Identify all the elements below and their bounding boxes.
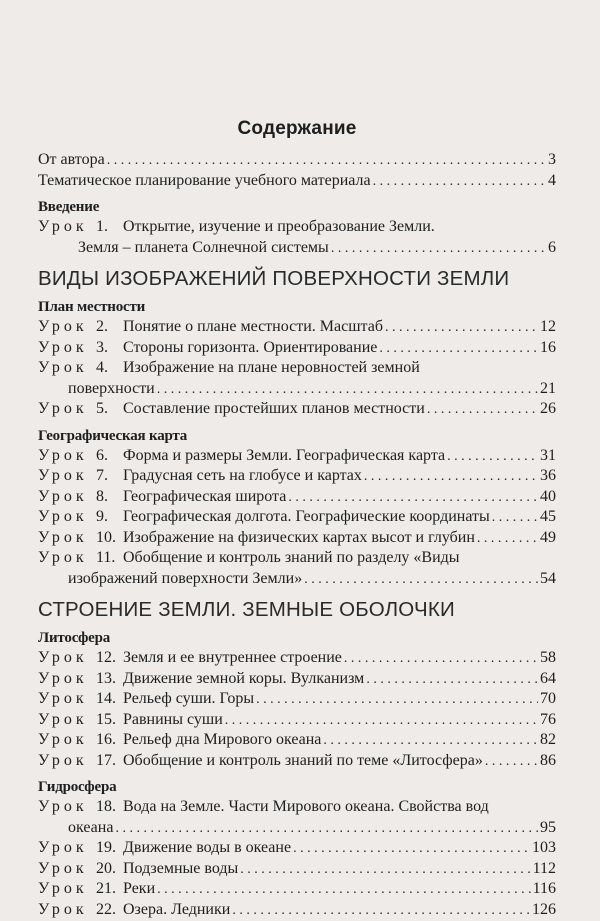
lesson-entry <box>38 730 556 751</box>
lesson-label: Урок <box>38 669 96 690</box>
lesson-label: Урок <box>38 548 96 569</box>
lesson-number: 21. <box>96 879 123 900</box>
entry-text: изображений поверхности Земли» <box>68 569 302 590</box>
entry-text: Движение земной коры. Вулканизм <box>123 669 364 690</box>
dot-leader <box>256 690 538 711</box>
entry-text: Составление простейших планов местности <box>123 399 425 420</box>
dot-leader <box>477 529 538 550</box>
dot-leader <box>344 649 538 670</box>
lesson-entry <box>38 797 556 838</box>
lesson-entry <box>38 358 556 399</box>
lesson-number: 16. <box>96 730 123 751</box>
toc-entry <box>38 900 556 921</box>
entry-text: Реки <box>123 879 155 900</box>
lesson-number: 5. <box>96 399 123 420</box>
dot-leader <box>293 839 530 860</box>
lesson-label: Урок <box>38 797 96 818</box>
lesson-entry <box>38 710 556 731</box>
page-number: 40 <box>540 487 556 508</box>
entry-text: Тематическое планирование учебного материала <box>38 171 371 192</box>
lesson-label: Урок <box>38 358 96 379</box>
page-number: 76 <box>540 710 556 731</box>
lesson-entry <box>38 528 556 549</box>
dot-leader <box>373 172 546 193</box>
lesson-entry <box>38 217 556 258</box>
lesson-number: 19. <box>96 838 123 859</box>
lesson-entry <box>38 669 556 690</box>
lesson-number: 14. <box>96 689 123 710</box>
entry-text: Рельеф дна Мирового океана <box>123 730 321 751</box>
toc-entry <box>38 379 556 400</box>
lesson-number: 7. <box>96 466 123 487</box>
subsection-heading: План местности <box>38 298 556 317</box>
toc-entry <box>38 689 556 710</box>
lesson-label: Урок <box>38 466 96 487</box>
toc-entry <box>38 466 556 487</box>
dot-leader <box>107 151 546 172</box>
lesson-label: Урок <box>38 338 96 359</box>
entry-text: Рельеф суши. Горы <box>123 689 254 710</box>
lesson-entry <box>38 859 556 880</box>
dot-leader <box>288 488 538 509</box>
lesson-entry <box>38 838 556 859</box>
lesson-entry <box>38 507 556 528</box>
part-heading: СТРОЕНИЕ ЗЕМЛИ. ЗЕМНЫЕ ОБОЛОЧКИ <box>38 598 556 622</box>
dot-leader <box>115 819 538 840</box>
page-number: 3 <box>548 150 556 171</box>
dot-leader <box>364 467 538 488</box>
page-number: 49 <box>540 528 556 549</box>
lesson-number: 4. <box>96 358 123 379</box>
page-number: 64 <box>540 669 556 690</box>
dot-leader <box>492 508 538 529</box>
toc-entry <box>38 751 556 772</box>
entry-text: Изображение на физических картах высот и глубин <box>123 528 475 549</box>
page-number: 31 <box>540 446 556 467</box>
toc-entry <box>38 569 556 590</box>
table-of-contents <box>38 118 556 920</box>
entry-text: океана <box>68 818 113 839</box>
lesson-label: Урок <box>38 900 96 921</box>
lesson-entry <box>38 446 556 467</box>
entry-text: Понятие о плане местности. Масштаб <box>123 317 383 338</box>
page-number: 70 <box>540 689 556 710</box>
lesson-number: 2. <box>96 317 123 338</box>
lesson-label: Урок <box>38 507 96 528</box>
page-number: 21 <box>540 379 556 400</box>
toc-entry <box>38 238 556 259</box>
toc-entry <box>38 446 556 467</box>
lesson-number: 17. <box>96 751 123 772</box>
subsection-heading: Географическая карта <box>38 427 556 446</box>
lesson-label: Урок <box>38 730 96 751</box>
toc-entry <box>38 528 556 549</box>
lesson-label: Урок <box>38 528 96 549</box>
lesson-entry <box>38 338 556 359</box>
page-number: 26 <box>540 399 556 420</box>
entry-text: Географическая долгота. Географические координаты <box>123 507 490 528</box>
toc-entry <box>38 150 556 171</box>
lesson-label: Урок <box>38 317 96 338</box>
lesson-number: 20. <box>96 859 123 880</box>
lesson-label: Урок <box>38 751 96 772</box>
lesson-entry <box>38 900 556 921</box>
part-heading: ВИДЫ ИЗОБРАЖЕНИЙ ПОВЕРХНОСТИ ЗЕМЛИ <box>38 267 556 291</box>
dot-leader <box>385 318 538 339</box>
lesson-first-line <box>38 797 556 818</box>
dot-leader <box>225 711 538 732</box>
lesson-label: Урок <box>38 710 96 731</box>
page-number: 112 <box>533 859 556 880</box>
lesson-number: 9. <box>96 507 123 528</box>
entry-text: Движение воды в океане <box>123 838 291 859</box>
toc-entry <box>38 507 556 528</box>
page-title: Содержание <box>38 118 556 142</box>
lesson-entry <box>38 689 556 710</box>
toc-entry <box>38 818 556 839</box>
lesson-number: 12. <box>96 648 123 669</box>
lesson-number: 3. <box>96 338 123 359</box>
dot-leader <box>240 860 530 881</box>
dot-leader <box>323 731 538 752</box>
lesson-entry <box>38 751 556 772</box>
toc-entry <box>38 879 556 900</box>
entry-text: Равнины суши <box>123 710 223 731</box>
page-number: 58 <box>540 648 556 669</box>
toc-entry <box>38 317 556 338</box>
entry-text: Подземные воды <box>123 859 238 880</box>
dot-leader <box>379 339 538 360</box>
lesson-entry <box>38 487 556 508</box>
lesson-number: 18. <box>96 797 123 818</box>
entry-text: Градусная сеть на глобусе и картах <box>123 466 362 487</box>
toc-entry <box>38 669 556 690</box>
page-number: 6 <box>548 238 556 259</box>
lesson-label: Урок <box>38 879 96 900</box>
page-number: 103 <box>532 838 556 859</box>
page-number: 95 <box>540 818 556 839</box>
toc-entry <box>38 838 556 859</box>
dot-leader <box>366 670 538 691</box>
subsection-heading: Литосфера <box>38 629 556 648</box>
entry-text: Обобщение и контроль знаний по теме «Литосфера» <box>123 751 483 772</box>
toc-entry <box>38 648 556 669</box>
dot-leader <box>157 880 530 901</box>
lesson-number: 10. <box>96 528 123 549</box>
toc-entry <box>38 859 556 880</box>
lesson-label: Урок <box>38 217 96 238</box>
dot-leader <box>232 901 530 921</box>
entry-text: Вода на Земле. Части Мирового океана. Свойства вод <box>123 797 489 818</box>
entry-text: Земля и ее внутреннее строение <box>123 648 342 669</box>
entry-text: Географическая широта <box>123 487 286 508</box>
dot-leader <box>304 570 538 591</box>
entry-text: Открытие, изучение и преобразование Земли. <box>123 217 435 238</box>
lesson-number: 1. <box>96 217 123 238</box>
page-number: 126 <box>532 900 556 921</box>
lesson-number: 15. <box>96 710 123 731</box>
front-matter <box>38 150 556 191</box>
page-number: 54 <box>540 569 556 590</box>
entry-text: Озера. Ледники <box>123 900 230 921</box>
contents-list <box>38 198 556 920</box>
entry-text: Изображение на плане неровностей земной <box>123 358 420 379</box>
lesson-label: Урок <box>38 399 96 420</box>
lesson-label: Урок <box>38 648 96 669</box>
entry-text: Земля – планета Солнечной системы <box>78 238 329 259</box>
lesson-label: Урок <box>38 838 96 859</box>
lesson-entry <box>38 648 556 669</box>
lesson-label: Урок <box>38 859 96 880</box>
lesson-number: 22. <box>96 900 123 921</box>
page-number: 4 <box>548 171 556 192</box>
lesson-number: 11. <box>96 548 123 569</box>
lesson-number: 6. <box>96 446 123 467</box>
lesson-label: Урок <box>38 689 96 710</box>
lesson-label: Урок <box>38 487 96 508</box>
toc-entry <box>38 487 556 508</box>
subsection-heading: Введение <box>38 198 556 217</box>
lesson-entry <box>38 879 556 900</box>
lesson-first-line <box>38 548 556 569</box>
entry-text: поверхности <box>68 379 155 400</box>
entry-text: Стороны горизонта. Ориентирование <box>123 338 377 359</box>
page-number: 16 <box>540 338 556 359</box>
page-number: 82 <box>540 730 556 751</box>
dot-leader <box>427 400 538 421</box>
lesson-entry <box>38 548 556 589</box>
lesson-first-line <box>38 217 556 238</box>
lesson-entry <box>38 317 556 338</box>
lesson-first-line <box>38 358 556 379</box>
lesson-entry <box>38 466 556 487</box>
toc-entry <box>38 338 556 359</box>
page-number: 12 <box>540 317 556 338</box>
toc-entry <box>38 710 556 731</box>
lesson-number: 13. <box>96 669 123 690</box>
entry-text: От автора <box>38 150 105 171</box>
entry-text: Форма и размеры Земли. Географическая карта <box>123 446 445 467</box>
subsection-heading: Гидросфера <box>38 778 556 797</box>
dot-leader <box>331 239 546 260</box>
page-number: 116 <box>533 879 556 900</box>
lesson-number: 8. <box>96 487 123 508</box>
toc-entry <box>38 171 556 192</box>
lesson-entry <box>38 399 556 420</box>
page-number: 86 <box>540 751 556 772</box>
lesson-label: Урок <box>38 446 96 467</box>
dot-leader <box>157 380 538 401</box>
toc-entry <box>38 730 556 751</box>
entry-text: Обобщение и контроль знаний по разделу «Виды <box>123 548 460 569</box>
dot-leader <box>485 752 538 773</box>
page-number: 36 <box>540 466 556 487</box>
dot-leader <box>447 447 538 468</box>
page-number: 45 <box>540 507 556 528</box>
toc-entry <box>38 399 556 420</box>
